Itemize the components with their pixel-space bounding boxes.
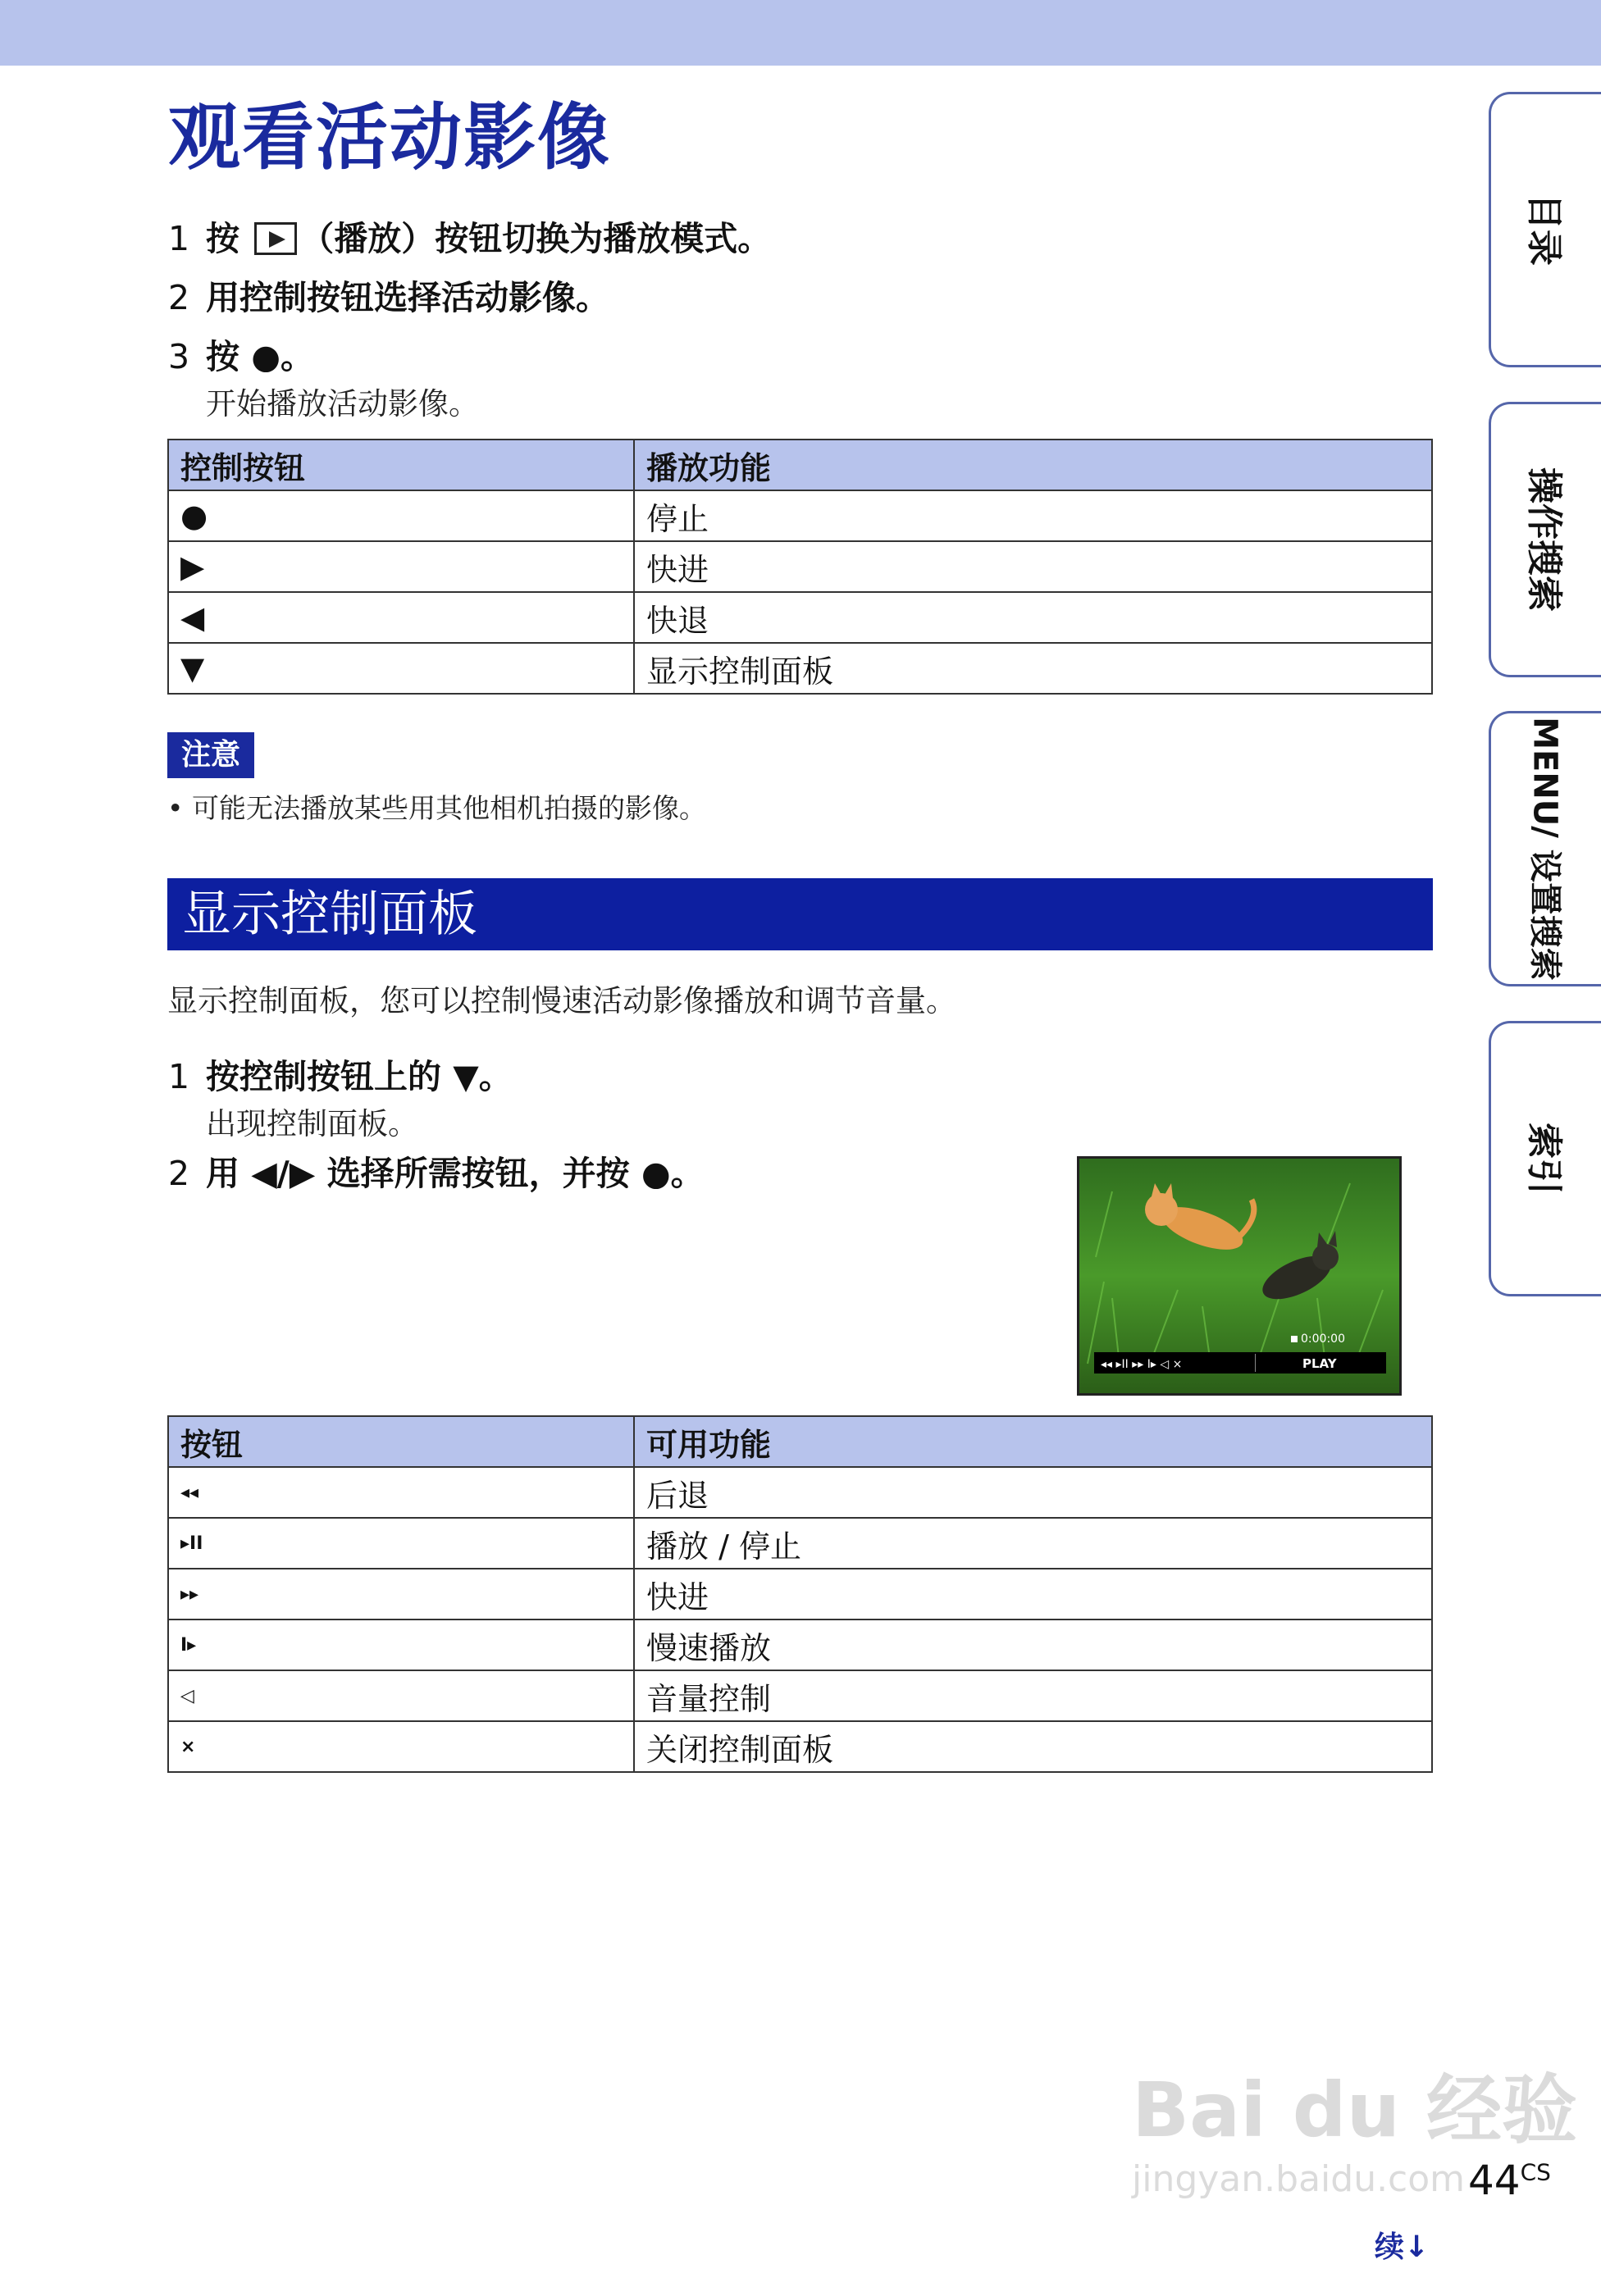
step-3-description: 开始播放活动影像。	[206, 386, 479, 421]
baidu-watermark: Bai du 经验 jingyan.baidu.com	[1132, 2066, 1578, 2200]
step-1: 1 按 （播放）按钮切换为播放模式。	[168, 219, 772, 258]
table-header: 可用功能	[634, 1416, 1432, 1467]
table-header: 播放功能	[634, 440, 1432, 490]
table-header: 按钮	[168, 1416, 634, 1467]
table-header-row	[168, 440, 1432, 490]
down-arrow-icon: ▼	[168, 643, 634, 694]
table-row: ◂◂ 后退	[168, 1467, 1432, 1518]
table-row: ◀ 快退	[168, 592, 1432, 643]
fast-forward-icon: ▸▸	[168, 1569, 634, 1620]
table-row: ▸▸ 快进	[168, 1569, 1432, 1620]
note-label: 注意	[167, 732, 254, 778]
tab-contents[interactable]: 目录	[1489, 92, 1601, 367]
table-row: ● 停止	[168, 490, 1432, 541]
rewind-icon: ◂◂	[168, 1467, 634, 1518]
play-label: PLAY	[1302, 1356, 1337, 1371]
panel-step-1: 1 按控制按钮上的 ▼。	[168, 1057, 513, 1096]
table-header-row	[168, 1416, 1432, 1467]
top-band	[0, 0, 1601, 66]
section-heading: 显示控制面板	[167, 878, 1433, 950]
left-arrow-icon: ◀	[168, 592, 634, 643]
panel-step-2: 2 用 ◀/▶ 选择所需按钮，并按 ●。	[168, 1154, 705, 1193]
close-icon: ×	[168, 1721, 634, 1772]
page-number: $44^{CS}$	[1468, 2157, 1551, 2204]
stop-icon	[1291, 1336, 1298, 1342]
stop-icon: ●	[168, 490, 634, 541]
table-row: I▸ 慢速播放	[168, 1620, 1432, 1670]
camera-screen-image	[1077, 1156, 1402, 1396]
play-pause-icon: ▸II	[168, 1518, 634, 1569]
table-header: 控制按钮	[168, 440, 634, 490]
volume-icon: ◁	[168, 1670, 634, 1721]
table-row: ▼ 显示控制面板	[168, 643, 1432, 694]
page-title: 观看活动影像	[168, 95, 612, 180]
tab-menu-settings-search[interactable]: MENU/ 设置搜索	[1489, 711, 1601, 986]
table-row: ▸II 播放 / 停止	[168, 1518, 1432, 1569]
step-3: 3 按 ●。	[168, 337, 315, 376]
panel-button-table	[167, 1415, 1433, 1773]
play-button-icon	[254, 222, 297, 255]
table-row: × 关闭控制面板	[168, 1721, 1432, 1772]
time-readout: 0:00:00	[1301, 1332, 1345, 1346]
control-panel-icons: ◂◂ ▸II ▸▸ I▸ ◁ ×	[1101, 1358, 1183, 1371]
right-arrow-icon: ▶	[168, 541, 634, 592]
slow-play-icon: I▸	[168, 1620, 634, 1670]
kittens-photo	[1079, 1159, 1399, 1393]
step-2: 2 用控制按钮选择活动影像。	[168, 278, 609, 317]
table-row: ◁ 音量控制	[168, 1670, 1432, 1721]
control-button-table	[167, 439, 1433, 695]
note-text: • 可能无法播放某些用其他相机拍摄的影像。	[167, 792, 706, 824]
continued-link[interactable]: 续↓	[1375, 2230, 1430, 2264]
tab-index[interactable]: 索引	[1489, 1021, 1601, 1296]
table-row: ▶ 快进	[168, 541, 1432, 592]
tab-operation-search[interactable]: 操作搜索	[1489, 402, 1601, 677]
panel-step-1-description: 出现控制面板。	[206, 1106, 418, 1141]
section-intro: 显示控制面板，您可以控制慢速活动影像播放和调节音量。	[167, 983, 956, 1018]
